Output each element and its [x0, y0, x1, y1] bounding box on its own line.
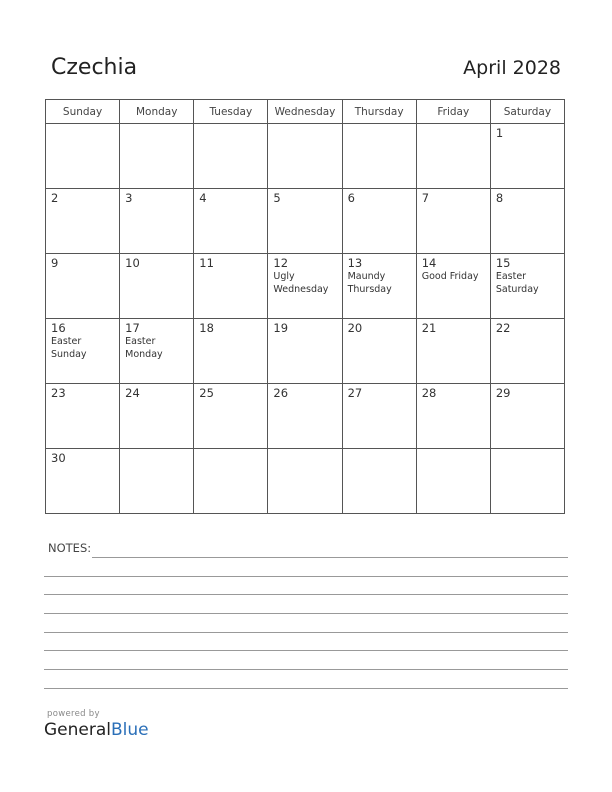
day-number: 7 — [421, 191, 430, 205]
day-number: 8 — [495, 191, 504, 205]
day-cell — [342, 189, 416, 254]
day-number: 22 — [495, 321, 511, 335]
holiday-label: Good Friday — [421, 271, 479, 282]
day-cell — [120, 384, 194, 449]
day-number: 1 — [495, 126, 504, 140]
day-cell — [194, 449, 268, 514]
day-cell — [194, 319, 268, 384]
day-cell — [490, 254, 564, 319]
day-cell — [416, 124, 490, 189]
day-cell — [120, 189, 194, 254]
day-number: 2 — [51, 191, 59, 205]
day-number: 15 — [495, 256, 511, 270]
day-cell — [194, 254, 268, 319]
day-cell — [194, 384, 268, 449]
day-number: 6 — [347, 191, 355, 205]
notes-line — [44, 688, 568, 689]
week-row — [46, 449, 565, 514]
day-cell — [268, 124, 342, 189]
day-cell — [416, 384, 490, 449]
day-number: 5 — [273, 191, 281, 205]
day-cell — [342, 449, 416, 514]
day-number: 10 — [125, 256, 140, 270]
day-cell — [268, 254, 342, 319]
day-cell — [120, 319, 194, 384]
day-cell — [416, 254, 490, 319]
weekday-header-row — [46, 100, 565, 124]
holiday-label: Easter Saturday — [495, 271, 539, 295]
holiday-label: Easter Sunday — [51, 336, 87, 360]
day-cell — [194, 189, 268, 254]
day-cell — [342, 384, 416, 449]
day-number: 11 — [199, 256, 214, 270]
day-number: 30 — [51, 451, 66, 465]
day-cell — [490, 319, 564, 384]
day-number: 19 — [273, 321, 289, 335]
day-cell — [342, 319, 416, 384]
weekday-header: Thursday — [342, 100, 416, 124]
day-cell — [194, 124, 268, 189]
day-cell — [416, 319, 490, 384]
brand-general: General — [44, 720, 111, 740]
day-number: 13 — [347, 256, 363, 270]
day-number: 14 — [421, 256, 437, 270]
day-cell — [342, 254, 416, 319]
day-cell — [120, 449, 194, 514]
notes-line — [92, 557, 568, 558]
notes-line — [44, 632, 568, 633]
country-title: Czechia — [51, 55, 138, 80]
day-cell — [490, 189, 564, 254]
day-cell — [46, 124, 120, 189]
day-cell — [490, 449, 564, 514]
weekday-header: Wednesday — [268, 100, 342, 124]
day-cell — [342, 124, 416, 189]
day-cell — [416, 449, 490, 514]
holiday-label: Easter Monday — [125, 336, 163, 360]
notes-line — [44, 576, 568, 577]
day-number: 4 — [199, 191, 207, 205]
month-title: April 2028 — [463, 57, 561, 79]
day-cell — [46, 254, 120, 319]
day-number: 21 — [421, 321, 437, 335]
day-number: 24 — [125, 386, 140, 400]
weekday-header: Sunday — [46, 100, 120, 124]
day-cell — [268, 449, 342, 514]
weekday-header: Friday — [416, 100, 490, 124]
calendar-grid — [45, 99, 565, 514]
day-cell — [268, 384, 342, 449]
notes-line — [44, 594, 568, 595]
day-cell — [120, 254, 194, 319]
weekday-header: Tuesday — [194, 100, 268, 124]
day-cell — [46, 189, 120, 254]
day-cell — [268, 319, 342, 384]
day-number: 16 — [51, 321, 66, 335]
day-cell — [268, 189, 342, 254]
day-cell — [46, 449, 120, 514]
day-number: 18 — [199, 321, 214, 335]
powered-by-text: powered by — [47, 709, 100, 719]
day-number: 27 — [347, 386, 363, 400]
holiday-label: Maundy Thursday — [347, 271, 392, 295]
day-cell — [46, 319, 120, 384]
day-number: 20 — [347, 321, 363, 335]
day-cell — [490, 384, 564, 449]
week-row — [46, 124, 565, 189]
day-number: 28 — [421, 386, 437, 400]
day-number: 23 — [51, 386, 66, 400]
weekday-header: Monday — [120, 100, 194, 124]
notes-line — [44, 669, 568, 670]
notes-line — [44, 650, 568, 651]
day-cell — [120, 124, 194, 189]
day-number: 26 — [273, 386, 289, 400]
day-number: 29 — [495, 386, 511, 400]
notes-line — [44, 613, 568, 614]
holiday-label: Ugly Wednesday — [273, 271, 329, 295]
week-row — [46, 254, 565, 319]
notes-label: NOTES: — [48, 541, 92, 555]
day-number: 17 — [125, 321, 140, 335]
weekday-header: Saturday — [490, 100, 564, 124]
day-number: 25 — [199, 386, 214, 400]
day-cell — [46, 384, 120, 449]
day-cell — [416, 189, 490, 254]
day-number: 12 — [273, 256, 289, 270]
day-number: 9 — [51, 256, 59, 270]
brand-blue: Blue — [111, 720, 149, 740]
week-row — [46, 319, 565, 384]
day-cell — [490, 124, 564, 189]
generalblue-logo — [44, 720, 149, 740]
week-row — [46, 189, 565, 254]
week-row — [46, 384, 565, 449]
day-number: 3 — [125, 191, 133, 205]
